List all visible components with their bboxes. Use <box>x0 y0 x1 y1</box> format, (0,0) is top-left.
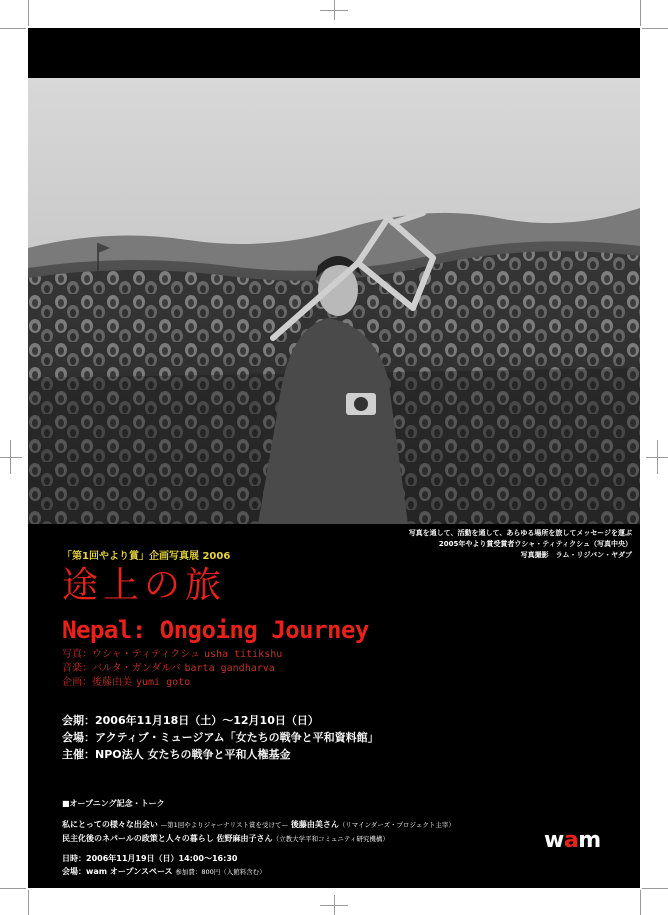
crowd-photo <box>28 78 640 524</box>
talk-affiliation: （リマインダーズ・プロジェクト主宰） <box>338 821 455 829</box>
credit-name-en: barta gandharva <box>184 663 275 674</box>
talk-heading: ■オープニング記念・トーク <box>62 799 165 808</box>
talk-place-row <box>62 865 266 879</box>
credit-label: 音楽：バルタ・ガンダルバ <box>62 663 181 674</box>
caption-line: 写真撮影 ラム・リジバン・ヤダブ <box>520 551 632 559</box>
exhibition-period: 会期：2006年11月18日（土）〜12月10日（日） <box>62 714 319 727</box>
crop-mark <box>28 0 29 26</box>
exhibition-venue: 会場：アクティブ・ミュージアム「女たちの戦争と平和資料館」 <box>62 731 379 744</box>
talk-item <box>62 832 455 846</box>
poster <box>28 28 640 888</box>
talk-subtitle: —第1回やよりジャーナリスト賞を受けて— <box>160 821 289 829</box>
crop-mark <box>28 890 29 915</box>
crop-mark <box>640 890 641 915</box>
talk-list <box>62 818 455 846</box>
crop-mark <box>642 888 668 889</box>
title-english: Nepal: Ongoing Journey <box>62 616 369 644</box>
crop-mark <box>0 457 22 458</box>
talk-details <box>62 852 266 879</box>
crop-mark <box>10 440 11 474</box>
exhibition-organizer: 主催：NPO法人 女たちの戦争と平和人権基金 <box>62 748 291 761</box>
crop-mark <box>0 888 26 889</box>
talk-datetime: 日時：2006年11月19日（日）14:00〜16:30 <box>62 854 238 863</box>
talk-title: 民主化後のネパールの政策と人々の暮らし <box>62 834 214 843</box>
credit-name-en: usha titikshu <box>204 649 283 660</box>
crop-mark <box>657 440 658 474</box>
wam-logo: wam <box>544 828 601 853</box>
title-japanese: 途上の旅 <box>62 565 227 606</box>
series-label: 「第1回やより賞」企画写真展 2006 <box>62 551 231 562</box>
talk-item <box>62 818 455 832</box>
crop-mark <box>320 10 348 11</box>
exhibition-info <box>62 712 379 763</box>
caption-line: 写真を通して、活動を通して、あらゆる場所を旅してメッセージを運ぶ <box>408 529 632 537</box>
credit-label: 企画：後藤由美 <box>62 677 132 688</box>
credit-row <box>62 676 282 690</box>
credit-row <box>62 648 282 662</box>
crop-mark <box>320 905 348 906</box>
talk-speaker: 後藤由美さん <box>290 820 339 829</box>
credit-name-en: yumi goto <box>136 677 191 688</box>
credit-label: 写真：ウシャ・ティティクシュ <box>62 649 200 660</box>
talk-speaker: 佐野麻由子さん <box>216 834 273 843</box>
photo-caption <box>409 528 632 561</box>
credit-row <box>62 662 282 676</box>
talk-place: 会場：wam オープンスペース <box>62 867 173 876</box>
crop-mark <box>0 28 26 29</box>
talk-title: 私にとっての様々な出会い <box>62 820 158 829</box>
crop-mark <box>640 0 641 26</box>
talk-fee: 参加費：800円（入館料含む） <box>175 868 266 876</box>
credits <box>62 648 282 690</box>
talk-affiliation: （立教大学平和コミュニティ研究機構） <box>272 835 389 843</box>
crop-mark <box>642 28 668 29</box>
caption-line: 2005年やより賞受賞者ウシャ・ティティクシュ（写真中央） <box>438 540 632 548</box>
